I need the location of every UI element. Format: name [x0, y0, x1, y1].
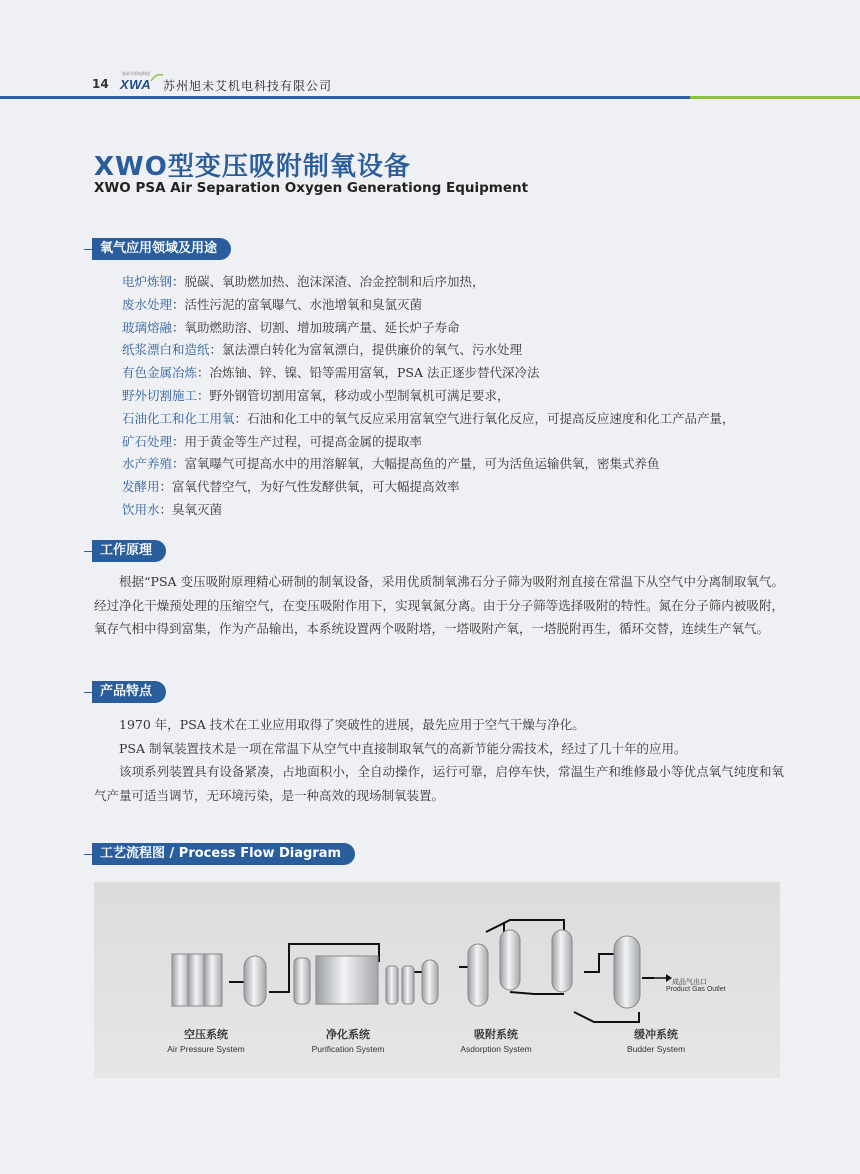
filter-unit	[294, 958, 310, 1004]
header-rule-blue	[0, 96, 690, 99]
system-name-cn: 吸附系统	[474, 1028, 518, 1041]
application-key: 野外切割施工	[122, 387, 198, 403]
application-key: 石油化工和化工用氧	[122, 410, 235, 426]
application-key: 玻璃熔融	[122, 319, 173, 335]
precision-filter-2	[402, 966, 414, 1004]
logo-tagline: 旭未艾机电科技	[122, 71, 150, 76]
compressor-unit-1	[172, 954, 190, 1006]
system-label-buffer	[596, 1026, 716, 1054]
features-paragraph: PSA 制氧装置技术是一项在常温下从空气中直接制取氧气的高新节能分需技术，经过了几十年的应用。	[119, 740, 687, 756]
list-item	[122, 431, 735, 454]
process-flow-diagram	[94, 882, 780, 1078]
section-principle-heading: 工作原理	[92, 540, 166, 562]
list-item	[122, 385, 735, 408]
adsorption-tower-a	[468, 944, 488, 1006]
list-item	[122, 294, 735, 317]
compressor-unit-2	[188, 954, 206, 1006]
application-key: 矿石处理	[122, 433, 173, 449]
list-item	[122, 476, 735, 499]
small-tank	[422, 960, 438, 1004]
application-text: ：石油和化工中的氧气反应采用富氧空气进行氧化反应，可提高反应速度和化工产品产量，	[234, 410, 735, 426]
application-key: 废水处理	[122, 296, 173, 312]
system-name-en: Purification System	[311, 1044, 385, 1054]
outlet-label-en: Product Gas Outlet	[666, 986, 726, 993]
application-text: ：臭氧灭菌	[159, 501, 223, 517]
logo-swoosh-icon	[150, 73, 164, 83]
section-applications-heading: 氧气应用领域及用途	[92, 238, 231, 260]
application-text: ：脱碳、氧助燃加热、泡沫深渣、冶金控制和后序加热，	[172, 274, 485, 289]
features-paragraph: 1970 年，PSA 技术在工业应用取得了突破性的进展，最先应用于空气干燥与净化。	[119, 717, 585, 732]
system-name-cn: 净化系统	[326, 1028, 370, 1041]
application-key: 水产养殖	[122, 456, 173, 472]
principle-paragraph: 根据“PSA 变压吸附原理精心研制的制氧设备，采用优质制氧沸石分子筛为吸附剂直接在常温下从空气中分离制取氧气。经过净化干燥预处理的压缩空气，在变压吸附作用下，实现氧氮分离。由于分子筛等选择吸附的特性。氮在分子筛内被吸附，氧存气相中得到富集，作为产品输出，本系统设置两个吸附塔，一塔吸附产氧，一塔脱附再生，循环交替，连续生产氧气。	[94, 574, 784, 636]
buffer-tank	[614, 936, 640, 1008]
application-text: ：氯法漂白转化为富氧漂白，提供廉价的氧气、污水处理	[209, 342, 523, 358]
company-logo	[120, 71, 158, 93]
application-key: 电炉炼钢	[122, 274, 173, 289]
air-tank	[244, 956, 266, 1006]
system-name-en: Asdorption System	[460, 1044, 532, 1054]
page-header	[0, 0, 860, 100]
list-item	[122, 339, 735, 362]
list-item	[122, 362, 735, 385]
page-subtitle: XWO PSA Air Separation Oxygen Generationg Equipment	[94, 180, 529, 196]
system-name-en: Air Pressure System	[167, 1044, 245, 1054]
application-key: 发酵用	[122, 479, 160, 495]
application-text: ：用于黄金等生产过程，可提高金属的提取率	[172, 433, 423, 449]
application-key: 有色金属冶炼	[122, 365, 198, 381]
section-flow-heading: 工艺流程图 / Process Flow Diagram	[92, 843, 355, 865]
compressor-unit-3	[204, 954, 222, 1006]
page-number: 14	[92, 77, 109, 91]
list-item	[122, 271, 735, 294]
outlet-label-cn: 成品气出口	[672, 978, 707, 986]
list-item	[122, 408, 735, 431]
application-text: ：野外钢管切割用富氧，移动或小型制氧机可满足要求，	[197, 387, 510, 403]
applications-list	[122, 271, 735, 522]
features-paragraph: 该项系列装置具有设备紧凑，占地面积小，全自动操作，运行可靠，启停车快，常温生产和维修最小等优点氧气纯度和氧气产量可适当调节，无环境污染，是一种高效的现场制氧装置。	[94, 764, 784, 803]
application-text: ：氧助燃助溶、切割、增加玻璃产量、延长炉子寿命	[172, 319, 460, 335]
list-item	[122, 499, 735, 522]
principle-text-block	[94, 570, 784, 641]
precision-filter-1	[386, 966, 398, 1004]
application-key: 纸浆漂白和造纸	[122, 342, 210, 358]
logo-text: XWA	[120, 77, 152, 92]
features-text-block	[94, 713, 784, 807]
page-title: XWO型变压吸附制氧设备	[94, 152, 411, 182]
system-name-cn: 空压系统	[184, 1028, 228, 1041]
application-key: 饮用水	[122, 501, 160, 517]
system-label-adsorption	[436, 1026, 556, 1054]
system-name-cn: 缓冲系统	[634, 1028, 678, 1041]
system-label-air-pressure	[146, 1026, 266, 1054]
system-label-purification	[288, 1026, 408, 1054]
application-text: ：活性污泥的富氧曝气、水池增氧和臭氯灭菌	[172, 296, 423, 312]
header-rule-green	[690, 96, 860, 99]
dryer-unit	[316, 956, 378, 1004]
section-features-heading: 产品特点	[92, 681, 166, 703]
application-text: ：富氧代替空气，为好气性发酵供氧，可大幅提高效率	[159, 479, 460, 495]
company-name: 苏州旭未艾机电科技有限公司	[163, 79, 333, 93]
list-item	[122, 453, 735, 476]
application-text: ：冶炼铀、锌、镍、铅等需用富氧，PSA 法正逐步替代深冷法	[197, 365, 540, 381]
application-text: ：富氧曝气可提高水中的用溶解氧，大幅提高鱼的产量，可为活鱼运输供氧，密集式养鱼	[172, 456, 660, 472]
adsorption-tower-b	[500, 930, 520, 990]
system-name-en: Budder System	[626, 1044, 686, 1054]
list-item	[122, 317, 735, 340]
adsorption-tower-c	[552, 930, 572, 992]
